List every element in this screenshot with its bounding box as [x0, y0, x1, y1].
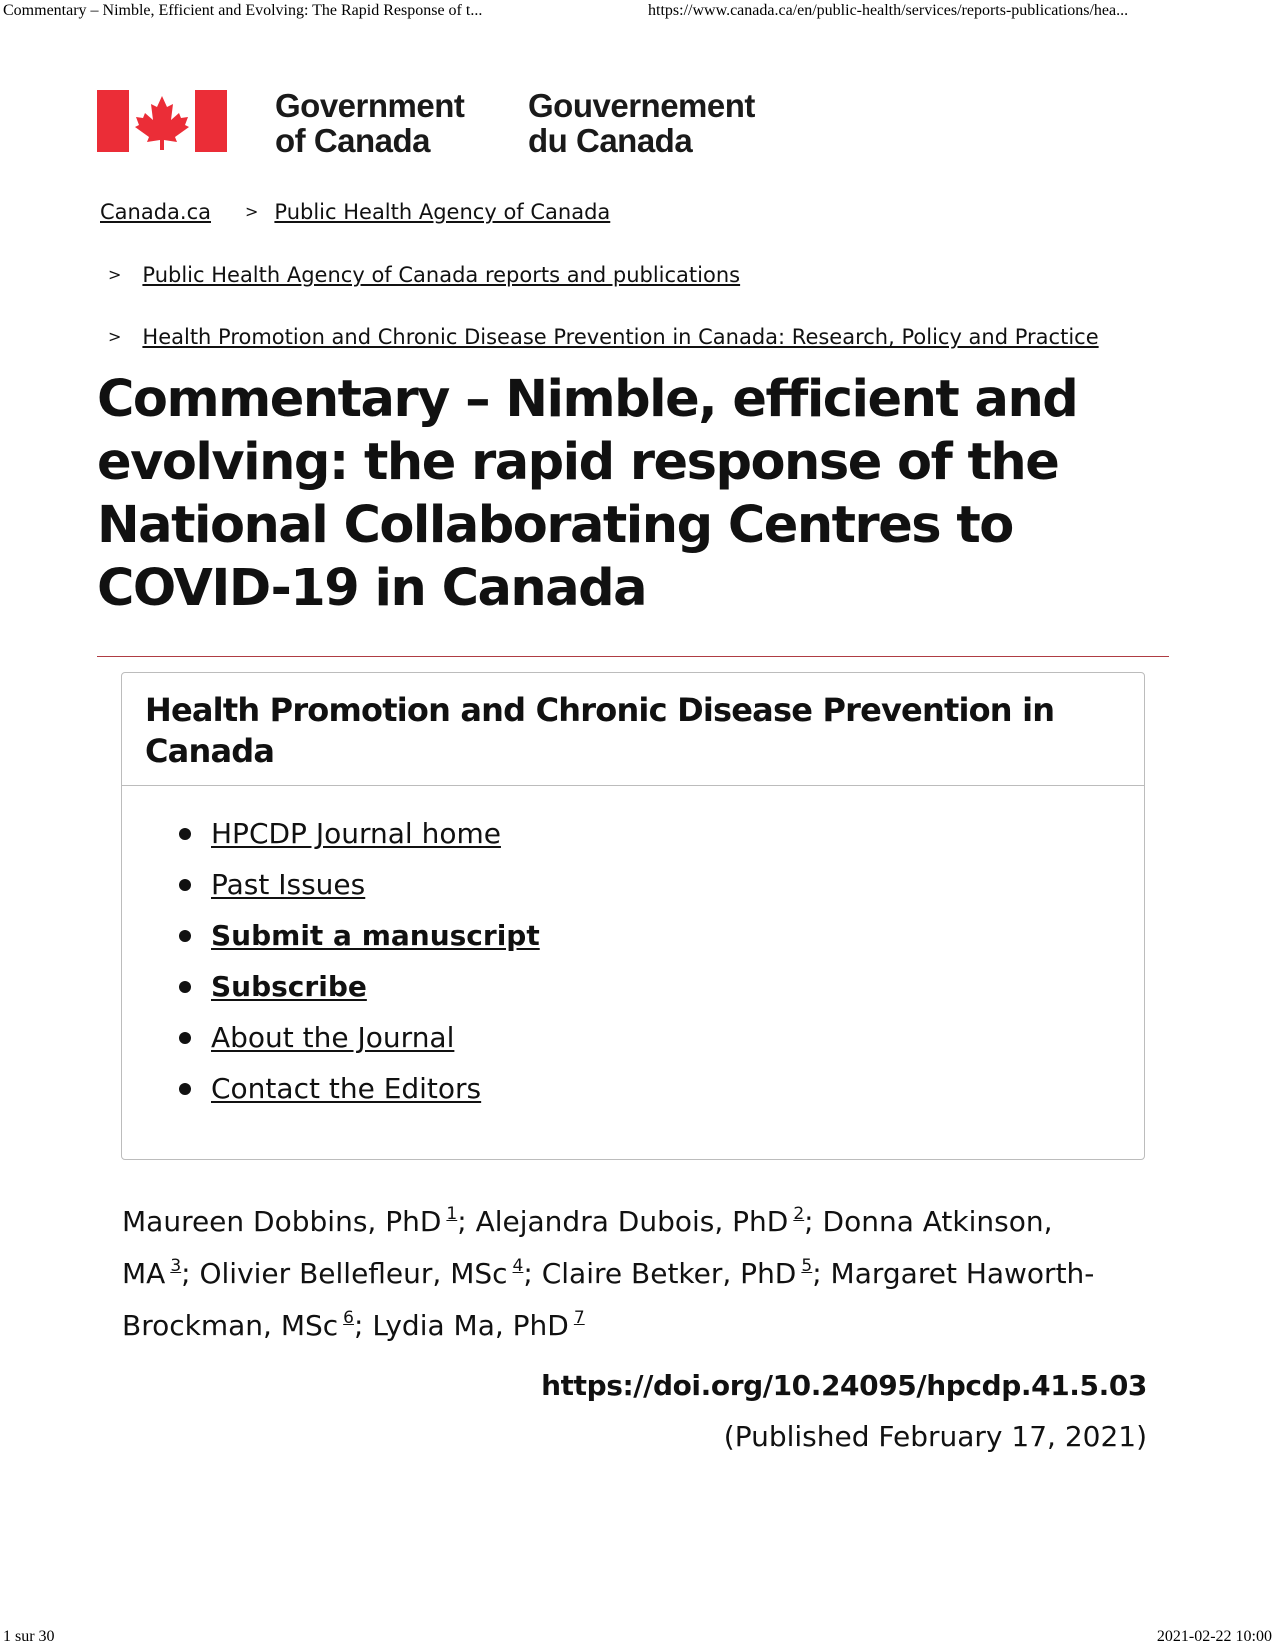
author-line	[122, 1196, 1152, 1248]
doi-link[interactable]: https://doi.org/10.24095/hpcdp.41.5.03	[541, 1369, 1147, 1402]
past-issues-link[interactable]: Past Issues	[211, 868, 366, 901]
panel-heading	[122, 673, 1144, 786]
breadcrumb-separator: >	[108, 265, 122, 284]
breadcrumb-row	[108, 325, 1099, 349]
title-divider	[97, 656, 1169, 657]
author-separator: ;	[353, 1309, 364, 1342]
breadcrumb-row	[108, 263, 740, 287]
breadcrumb-row	[100, 200, 610, 224]
author-name: Lydia Ma, PhD	[372, 1309, 569, 1342]
bullet-icon	[179, 930, 191, 942]
canada-flag-icon	[97, 90, 227, 152]
list-item	[179, 1020, 1144, 1071]
author-list	[122, 1196, 1152, 1352]
footnote-link[interactable]: 2	[793, 1204, 805, 1224]
footnote-link[interactable]: 3	[170, 1256, 182, 1276]
government-name-fr-line2: du Canada	[528, 122, 693, 159]
author-separator: ;	[523, 1257, 533, 1290]
print-page-number: 1 sur 30	[3, 1628, 55, 1645]
subscribe-link[interactable]: Subscribe	[211, 970, 367, 1003]
government-signature[interactable]	[97, 87, 797, 159]
submit-manuscript-link[interactable]: Submit a manuscript	[211, 919, 540, 952]
breadcrumb-separator: >	[245, 202, 259, 221]
published-date: (Published February 17, 2021)	[723, 1420, 1147, 1453]
bullet-icon	[179, 981, 191, 993]
author-name: MA	[122, 1257, 166, 1290]
breadcrumb-link-reports[interactable]: Public Health Agency of Canada reports and publications	[142, 263, 741, 287]
list-item	[179, 867, 1144, 918]
author-name: Maureen Dobbins, PhD	[122, 1205, 442, 1238]
author-separator: ;	[181, 1257, 191, 1290]
author-name: Margaret Haworth-	[830, 1257, 1095, 1290]
print-header-title: Commentary – Nimble, Efficient and Evolving: The Rapid Response of t...	[3, 2, 483, 19]
author-name: Olivier Bellefleur, MSc	[199, 1257, 508, 1290]
about-journal-link[interactable]: About the Journal	[211, 1021, 455, 1054]
bullet-icon	[179, 828, 191, 840]
bullet-icon	[179, 1083, 191, 1095]
author-separator: ;	[457, 1205, 467, 1238]
page-title: Commentary – Nimble, efficient and evolving: the rapid response of the National Collaborating Centres to COVID-19 in Canada	[97, 370, 1078, 618]
journal-nav-panel	[121, 672, 1145, 1160]
contact-editors-link[interactable]: Contact the Editors	[211, 1072, 482, 1105]
government-name-en	[275, 88, 464, 158]
breadcrumb-link-hpcdp[interactable]: Health Promotion and Chronic Disease Prevention in Canada: Research, Policy and Practice	[142, 325, 1099, 349]
footnote-link[interactable]: 5	[801, 1256, 813, 1276]
print-footer	[0, 1628, 1275, 1650]
journal-nav-list	[122, 786, 1144, 1122]
list-item	[179, 816, 1144, 867]
footnote-link[interactable]: 6	[343, 1308, 354, 1328]
list-item	[179, 918, 1144, 969]
author-name: Claire Betker, PhD	[541, 1257, 797, 1290]
doi-link-wrapper	[541, 1368, 1147, 1404]
author-name: Alejandra Dubois, PhD	[475, 1205, 789, 1238]
government-name-fr-line1: Gouvernement	[528, 87, 755, 124]
journal-home-link[interactable]: HPCDP Journal home	[211, 817, 501, 850]
government-name-fr	[528, 88, 755, 158]
breadcrumb-separator: >	[108, 327, 122, 346]
footnote-link[interactable]: 7	[573, 1308, 585, 1328]
print-header	[0, 2, 1275, 24]
footnote-link[interactable]: 1	[446, 1204, 458, 1224]
footnote-link[interactable]: 4	[512, 1256, 524, 1276]
author-separator: ;	[812, 1257, 822, 1290]
print-datetime: 2021-02-22 10:00	[1156, 1628, 1272, 1645]
breadcrumb-link-phac[interactable]: Public Health Agency of Canada	[274, 200, 611, 224]
author-name: Brockman, MSc	[122, 1309, 339, 1342]
author-line	[122, 1248, 1152, 1300]
list-item	[179, 969, 1144, 1020]
author-separator: ;	[804, 1205, 814, 1238]
print-header-url: https://www.canada.ca/en/public-health/services/reports-publications/hea...	[648, 2, 1129, 19]
bullet-icon	[179, 879, 191, 891]
author-name: Donna Atkinson,	[822, 1205, 1053, 1238]
panel-title: Health Promotion and Chronic Disease Prevention in Canada	[145, 691, 1055, 770]
government-name-en-line2: of Canada	[275, 122, 431, 159]
breadcrumb-link-canada-ca[interactable]: Canada.ca	[100, 200, 211, 224]
government-name-en-line1: Government	[275, 87, 465, 124]
list-item	[179, 1071, 1144, 1122]
bullet-icon	[179, 1032, 191, 1044]
author-line	[122, 1300, 1152, 1352]
